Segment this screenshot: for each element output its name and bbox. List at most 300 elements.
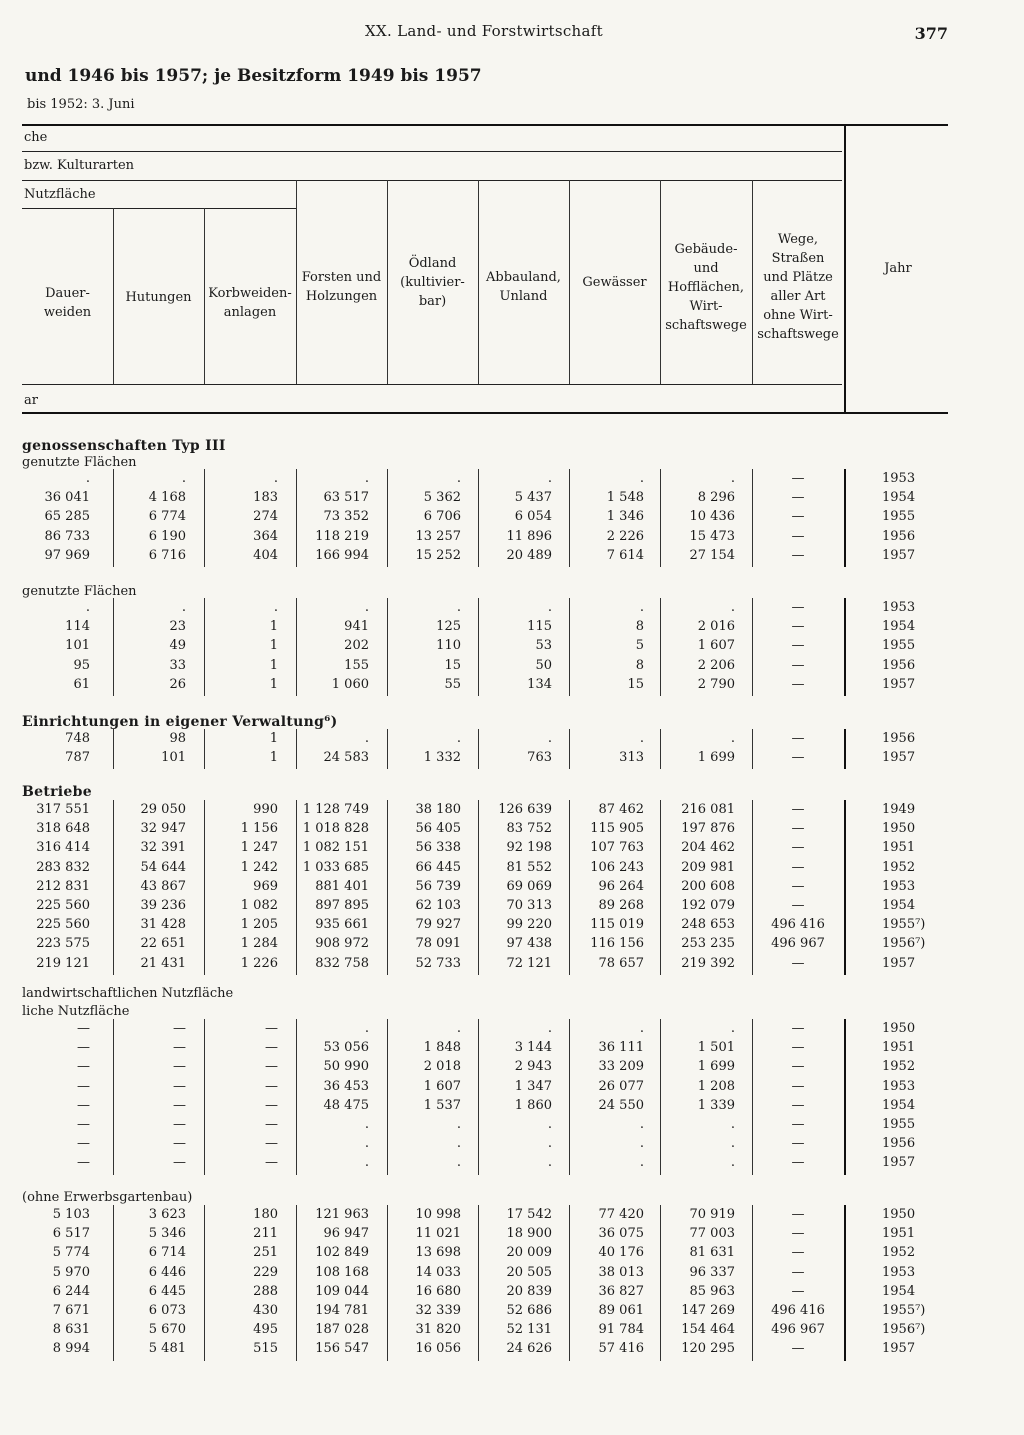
cell-hutungen: 54 644 <box>140 859 186 875</box>
cell-abbauland: . <box>547 1021 552 1036</box>
table-row <box>0 731 1024 750</box>
cell-year: 1956 <box>882 1136 916 1152</box>
cell-hutungen: 26 <box>169 676 186 692</box>
cell-gebaeude: 120 295 <box>681 1341 735 1357</box>
cell-gebaeude: 1 501 <box>697 1040 735 1056</box>
cell-gewaesser: 87 462 <box>598 802 644 817</box>
cell-abbauland: 20 505 <box>506 1264 552 1280</box>
cell-korbweiden: 1 156 <box>240 821 278 837</box>
cell-hutungen: — <box>173 1117 186 1132</box>
cell-gebaeude: 81 631 <box>689 1245 735 1261</box>
cell-forsten: 73 352 <box>323 509 369 525</box>
cell-forsten: . <box>364 1155 369 1171</box>
cell-korbweiden: 1 247 <box>240 840 278 856</box>
cell-abbauland: 50 <box>535 657 552 673</box>
cell-gebaeude: 77 003 <box>689 1226 735 1242</box>
cell-gewaesser: 1 346 <box>606 509 644 525</box>
table-row <box>0 1040 1024 1059</box>
cell-abbauland: 52 131 <box>506 1322 552 1338</box>
cell-forsten: 48 475 <box>323 1097 369 1113</box>
cell-year: 1954 <box>882 1283 916 1299</box>
cell-oedland: 31 820 <box>415 1322 461 1338</box>
cell-gebaeude: 200 608 <box>681 878 735 894</box>
cell-abbauland: 134 <box>527 676 552 692</box>
cell-dauerweiden: 316 414 <box>36 840 90 856</box>
table-row <box>0 1079 1024 1098</box>
cell-hutungen: 6 445 <box>148 1283 186 1299</box>
cell-oedland: 110 <box>436 638 461 654</box>
cell-korbweiden: 1 <box>269 638 278 654</box>
cell-abbauland: . <box>547 600 552 615</box>
cell-gewaesser: 36 075 <box>598 1226 644 1242</box>
cell-forsten: 50 990 <box>323 1059 369 1075</box>
table-row <box>0 840 1024 859</box>
cell-year: 1950 <box>882 821 916 837</box>
cell-gewaesser: 8 <box>635 657 644 673</box>
table-row <box>0 898 1024 917</box>
cell-wege: — <box>791 490 805 506</box>
cell-abbauland: . <box>547 1136 552 1152</box>
cell-hutungen: 3 623 <box>148 1207 186 1222</box>
cell-hutungen: 6 774 <box>148 509 186 525</box>
cell-dauerweiden: 212 831 <box>36 878 90 894</box>
cell-hutungen: 32 947 <box>140 821 186 837</box>
cell-korbweiden: 288 <box>253 1283 278 1299</box>
cell-gebaeude: . <box>730 1021 735 1036</box>
cell-korbweiden: — <box>265 1059 278 1075</box>
cell-forsten: 202 <box>344 638 369 654</box>
cell-wege: — <box>791 657 805 673</box>
cell-gewaesser: 57 416 <box>598 1341 644 1357</box>
cell-hutungen: 5 670 <box>148 1322 186 1338</box>
cell-wege: — <box>791 955 805 971</box>
cell-korbweiden: 495 <box>253 1322 278 1338</box>
cell-gewaesser: 15 <box>627 676 644 692</box>
table-row <box>0 879 1024 898</box>
cell-korbweiden: — <box>265 1136 278 1152</box>
cell-dauerweiden: 61 <box>73 676 90 692</box>
cell-gewaesser: 1 548 <box>606 490 644 506</box>
cell-year: 1952 <box>882 859 916 875</box>
cell-hutungen: — <box>173 1136 186 1152</box>
cell-dauerweiden: 219 121 <box>36 955 90 971</box>
col-header-korbweiden: Korbweiden- anlagen <box>208 286 292 320</box>
table-row <box>0 750 1024 769</box>
cell-year: 1956 <box>882 657 916 673</box>
cell-year: 1953 <box>882 1078 916 1094</box>
col-header-jahr: Jahr <box>884 261 912 276</box>
cell-abbauland: 1 860 <box>514 1097 552 1113</box>
cell-abbauland: 126 639 <box>498 802 552 817</box>
cell-abbauland: 81 552 <box>506 859 552 875</box>
table-row <box>0 548 1024 567</box>
cell-forsten: 108 168 <box>315 1264 369 1280</box>
header-rule-top <box>22 124 948 126</box>
cell-oedland: 78 091 <box>415 936 461 952</box>
cell-gewaesser: 115 019 <box>590 917 644 933</box>
cell-wege: — <box>791 731 805 746</box>
cell-hutungen: 43 867 <box>140 878 186 894</box>
cell-gewaesser: 8 <box>635 619 644 635</box>
cell-wege: — <box>791 840 805 856</box>
cell-korbweiden: . <box>273 600 278 615</box>
cell-hutungen: 29 050 <box>140 802 186 817</box>
cell-wege: — <box>791 802 805 817</box>
cell-gewaesser: 36 111 <box>598 1040 644 1056</box>
cell-abbauland: 17 542 <box>506 1207 552 1222</box>
col-header-hutungen: Hutungen <box>125 290 192 305</box>
table-row <box>0 1341 1024 1360</box>
section-subtitle: (ohne Erwerbsgartenbau) <box>22 1190 193 1205</box>
table-row <box>0 658 1024 677</box>
cell-gebaeude: 1 208 <box>697 1078 735 1094</box>
cell-forsten: 166 994 <box>315 547 369 563</box>
cell-wege: — <box>791 878 805 894</box>
cell-abbauland: . <box>547 1155 552 1171</box>
cell-oedland: 55 <box>444 676 461 692</box>
cell-korbweiden: 1 242 <box>240 859 278 875</box>
cell-wege: 496 416 <box>771 917 825 933</box>
cell-year: 1951 <box>882 840 916 856</box>
cell-forsten: 941 <box>344 619 369 635</box>
cell-dauerweiden: 787 <box>65 750 90 766</box>
cell-hutungen: 6 714 <box>148 1245 186 1261</box>
cell-year: 1953 <box>882 1264 916 1280</box>
cell-oedland: 6 706 <box>423 509 461 525</box>
cell-korbweiden: 515 <box>253 1341 278 1357</box>
cell-dauerweiden: 317 551 <box>36 802 90 817</box>
table-row <box>0 619 1024 638</box>
cell-abbauland: 70 313 <box>506 898 552 913</box>
table-row <box>0 1059 1024 1078</box>
cell-oedland: 62 103 <box>415 898 461 913</box>
col-header-gebaeude: Gebäude- und Hofflächen, Wirt- schaftswege <box>665 242 747 333</box>
header-rule-3 <box>22 208 296 209</box>
cell-gewaesser: 77 420 <box>598 1207 644 1222</box>
section-title: landwirtschaftlichen Nutzfläche <box>22 986 234 1001</box>
cell-gebaeude: . <box>730 731 735 746</box>
cell-gewaesser: 5 <box>635 638 644 654</box>
cell-oedland: 13 698 <box>415 1245 461 1261</box>
cell-dauerweiden: 36 041 <box>44 490 90 506</box>
cell-gewaesser: 2 226 <box>606 528 644 544</box>
cell-year: 1952 <box>882 1245 916 1261</box>
cell-korbweiden: — <box>265 1021 278 1036</box>
cell-korbweiden: — <box>265 1040 278 1056</box>
cell-forsten: 1 060 <box>331 676 369 692</box>
cell-forsten: 187 028 <box>315 1322 369 1338</box>
cell-oedland: 38 180 <box>415 802 461 817</box>
cell-forsten: 156 547 <box>315 1341 369 1357</box>
cell-hutungen: . <box>181 600 186 615</box>
cell-oedland: 16 680 <box>415 1283 461 1299</box>
cell-wege: — <box>791 638 805 654</box>
table-row <box>0 1098 1024 1117</box>
col-header-oedland: Ödland (kultivier- bar) <box>400 256 465 309</box>
cell-gebaeude: 219 392 <box>681 955 735 971</box>
cell-abbauland: 6 054 <box>514 509 552 525</box>
cell-dauerweiden: 5 774 <box>52 1245 90 1261</box>
cell-hutungen: 32 391 <box>140 840 186 856</box>
cell-oedland: 1 607 <box>423 1078 461 1094</box>
cell-year: 1957 <box>882 1155 916 1171</box>
cell-dauerweiden: 225 560 <box>36 898 90 913</box>
cell-forsten: 121 963 <box>315 1207 369 1222</box>
cell-dauerweiden: 748 <box>65 731 90 746</box>
cell-year: 1953 <box>882 878 916 894</box>
cell-gebaeude: . <box>730 600 735 615</box>
table-row <box>0 917 1024 936</box>
cell-dauerweiden: . <box>85 600 90 615</box>
cell-korbweiden: — <box>265 1117 278 1132</box>
cell-year: 1955 <box>882 1117 916 1132</box>
cell-dauerweiden: 86 733 <box>44 528 90 544</box>
cell-korbweiden: 1 <box>269 676 278 692</box>
cell-forsten: 881 401 <box>315 878 369 894</box>
cell-abbauland: 11 896 <box>506 528 552 544</box>
cell-gebaeude: 1 699 <box>697 1059 735 1075</box>
cell-forsten: 1 128 749 <box>302 802 369 817</box>
cell-forsten: 24 583 <box>323 750 369 766</box>
cell-wege: — <box>791 1341 805 1357</box>
cell-korbweiden: 1 <box>269 619 278 635</box>
cell-gebaeude: 209 981 <box>681 859 735 875</box>
cell-forsten: 1 033 685 <box>302 859 369 875</box>
cell-gebaeude: 27 154 <box>689 547 735 563</box>
cell-wege: — <box>791 1021 805 1036</box>
cell-hutungen: — <box>173 1097 186 1113</box>
cell-wege: 496 416 <box>771 1303 825 1318</box>
cell-abbauland: . <box>547 471 552 486</box>
table-row <box>0 509 1024 528</box>
cell-dauerweiden: — <box>77 1136 90 1152</box>
cell-hutungen: — <box>173 1021 186 1036</box>
cell-oedland: 56 739 <box>415 878 461 894</box>
cell-forsten: 935 661 <box>315 917 369 933</box>
table-row <box>0 936 1024 955</box>
cell-abbauland: 115 <box>527 619 552 635</box>
table-row <box>0 1245 1024 1264</box>
cell-abbauland: 2 943 <box>514 1059 552 1075</box>
cell-year: 1956 <box>882 528 916 544</box>
cell-gewaesser: 78 657 <box>598 955 644 971</box>
cell-gewaesser: . <box>639 1117 644 1132</box>
cell-dauerweiden: 318 648 <box>36 821 90 837</box>
cell-korbweiden: 274 <box>253 509 278 525</box>
cell-gewaesser: 89 061 <box>598 1303 644 1318</box>
cell-gewaesser: 91 784 <box>598 1322 644 1338</box>
table-row <box>0 1303 1024 1322</box>
cell-year: 1957 <box>882 955 916 971</box>
cell-hutungen: 21 431 <box>140 955 186 971</box>
cell-korbweiden: — <box>265 1155 278 1171</box>
cell-forsten: . <box>364 731 369 746</box>
cell-wege: — <box>791 600 805 615</box>
running-header: XX. Land- und Forstwirtschaft <box>365 22 603 40</box>
cell-hutungen: 4 168 <box>148 490 186 506</box>
cell-abbauland: 53 <box>535 638 552 654</box>
cell-dauerweiden: — <box>77 1059 90 1075</box>
cell-abbauland: 20 489 <box>506 547 552 563</box>
cell-abbauland: . <box>547 1117 552 1132</box>
cell-gewaesser: . <box>639 600 644 615</box>
cell-year: 1955⁷) <box>882 1303 926 1318</box>
cell-abbauland: . <box>547 731 552 746</box>
cell-forsten: 897 895 <box>315 898 369 913</box>
table-row <box>0 1136 1024 1155</box>
cell-oedland: 13 257 <box>415 528 461 544</box>
cell-wege: — <box>791 1226 805 1242</box>
cell-oedland: 56 338 <box>415 840 461 856</box>
section-subtitle: liche Nutzfläche <box>22 1004 130 1019</box>
cell-korbweiden: 211 <box>253 1226 278 1242</box>
cell-hutungen: — <box>173 1155 186 1171</box>
cell-abbauland: 3 144 <box>514 1040 552 1056</box>
cell-oedland: . <box>456 1117 461 1132</box>
cell-hutungen: 31 428 <box>140 917 186 933</box>
cell-korbweiden: 969 <box>253 878 278 894</box>
cell-oedland: 56 405 <box>415 821 461 837</box>
cell-korbweiden: — <box>265 1097 278 1113</box>
cell-gebaeude: 248 653 <box>681 917 735 933</box>
cell-dauerweiden: 101 <box>65 638 90 654</box>
cell-dauerweiden: . <box>85 471 90 486</box>
cell-oedland: 32 339 <box>415 1303 461 1318</box>
cell-forsten: 53 056 <box>323 1040 369 1056</box>
col-header-forsten: Forsten und Holzungen <box>301 270 382 304</box>
cell-year: 1956⁷) <box>882 1322 926 1338</box>
cell-abbauland: 20 009 <box>506 1245 552 1261</box>
cell-gewaesser: 40 176 <box>598 1245 644 1261</box>
cell-dauerweiden: 7 671 <box>52 1303 90 1318</box>
cell-wege: 496 967 <box>771 936 825 952</box>
cell-korbweiden: 1 284 <box>240 936 278 952</box>
cell-hutungen: 5 481 <box>148 1341 186 1357</box>
cell-oedland: . <box>456 471 461 486</box>
header-rule-1 <box>22 151 842 152</box>
cell-gewaesser: 7 614 <box>606 547 644 563</box>
cell-year: 1954 <box>882 490 916 506</box>
cell-gebaeude: 2 016 <box>697 619 735 635</box>
cell-year: 1953 <box>882 600 916 615</box>
cell-oedland: 125 <box>436 619 461 635</box>
cell-gewaesser: 106 243 <box>590 859 644 875</box>
table-title: und 1946 bis 1957; je Besitzform 1949 bis 1957 <box>25 66 482 86</box>
cell-abbauland: 92 198 <box>506 840 552 856</box>
cell-dauerweiden: 6 244 <box>52 1283 90 1299</box>
cell-oedland: 1 848 <box>423 1040 461 1056</box>
cell-dauerweiden: 283 832 <box>36 859 90 875</box>
cell-wege: — <box>791 898 805 913</box>
cell-abbauland: 72 121 <box>506 955 552 971</box>
cell-dauerweiden: 225 560 <box>36 917 90 933</box>
cell-gebaeude: 1 699 <box>697 750 735 766</box>
cell-wege: — <box>791 547 805 563</box>
cell-year: 1949 <box>882 802 916 817</box>
table-row <box>0 600 1024 619</box>
cell-wege: — <box>791 509 805 525</box>
table-row <box>0 1155 1024 1174</box>
col-header-abbauland: Abbauland, Unland <box>486 270 561 304</box>
cell-gebaeude: 197 876 <box>681 821 735 837</box>
cell-wege: 496 967 <box>771 1322 825 1338</box>
cell-korbweiden: 1 226 <box>240 955 278 971</box>
cell-hutungen: 49 <box>169 638 186 654</box>
table-row <box>0 1207 1024 1226</box>
cell-gebaeude: 147 269 <box>681 1303 735 1318</box>
cell-korbweiden: 990 <box>253 802 278 817</box>
cell-hutungen: — <box>173 1040 186 1056</box>
cell-dauerweiden: 8 994 <box>52 1341 90 1357</box>
cell-year: 1951 <box>882 1226 916 1242</box>
cell-abbauland: 18 900 <box>506 1226 552 1242</box>
cell-oedland: 66 445 <box>415 859 461 875</box>
cell-forsten: 102 849 <box>315 1245 369 1261</box>
cell-forsten: . <box>364 1021 369 1036</box>
cell-gebaeude: . <box>730 1117 735 1132</box>
cell-dauerweiden: 95 <box>73 657 90 673</box>
cell-forsten: 118 219 <box>315 528 369 544</box>
cell-hutungen: 6 716 <box>148 547 186 563</box>
cell-gebaeude: 70 919 <box>689 1207 735 1222</box>
cell-wege: — <box>791 1245 805 1261</box>
cell-gewaesser: 115 905 <box>590 821 644 837</box>
cell-korbweiden: 1 <box>269 657 278 673</box>
cell-gebaeude: 85 963 <box>689 1283 735 1299</box>
cell-oedland: 5 362 <box>423 490 461 506</box>
table-row <box>0 471 1024 490</box>
cell-gewaesser: 26 077 <box>598 1078 644 1094</box>
cell-dauerweiden: 97 969 <box>44 547 90 563</box>
cell-dauerweiden: — <box>77 1155 90 1171</box>
cell-wege: — <box>791 1207 805 1222</box>
cell-gebaeude: . <box>730 471 735 486</box>
cell-gewaesser: . <box>639 471 644 486</box>
cell-abbauland: 5 437 <box>514 490 552 506</box>
cell-dauerweiden: — <box>77 1097 90 1113</box>
cell-oedland: . <box>456 731 461 746</box>
cell-wege: — <box>791 619 805 635</box>
cell-dauerweiden: — <box>77 1078 90 1094</box>
cell-forsten: 96 947 <box>323 1226 369 1242</box>
cell-gewaesser: . <box>639 1155 644 1171</box>
table-row <box>0 802 1024 821</box>
cell-korbweiden: 180 <box>253 1207 278 1222</box>
table-row <box>0 956 1024 975</box>
cell-dauerweiden: 5 103 <box>52 1207 90 1222</box>
cell-wege: — <box>791 1078 805 1094</box>
table-row <box>0 1117 1024 1136</box>
page-number: 377 <box>914 24 948 43</box>
cell-year: 1955⁷) <box>882 917 926 933</box>
col-header-gewaesser: Gewässer <box>582 275 647 290</box>
cell-abbauland: 83 752 <box>506 821 552 837</box>
cell-year: 1950 <box>882 1207 916 1222</box>
cell-gewaesser: 24 550 <box>598 1097 644 1113</box>
header-rule-bottom <box>22 412 948 414</box>
table-subtitle: bis 1952: 3. Juni <box>27 97 135 112</box>
cell-abbauland: 20 839 <box>506 1283 552 1299</box>
cell-korbweiden: 1 <box>269 750 278 766</box>
cell-abbauland: 1 347 <box>514 1078 552 1094</box>
cell-hutungen: 33 <box>169 657 186 673</box>
cell-oedland: 2 018 <box>423 1059 461 1075</box>
cell-abbauland: 99 220 <box>506 917 552 933</box>
cell-forsten: 155 <box>344 657 369 673</box>
cell-oedland: 79 927 <box>415 917 461 933</box>
cell-abbauland: 97 438 <box>506 936 552 952</box>
cell-hutungen: 6 190 <box>148 528 186 544</box>
